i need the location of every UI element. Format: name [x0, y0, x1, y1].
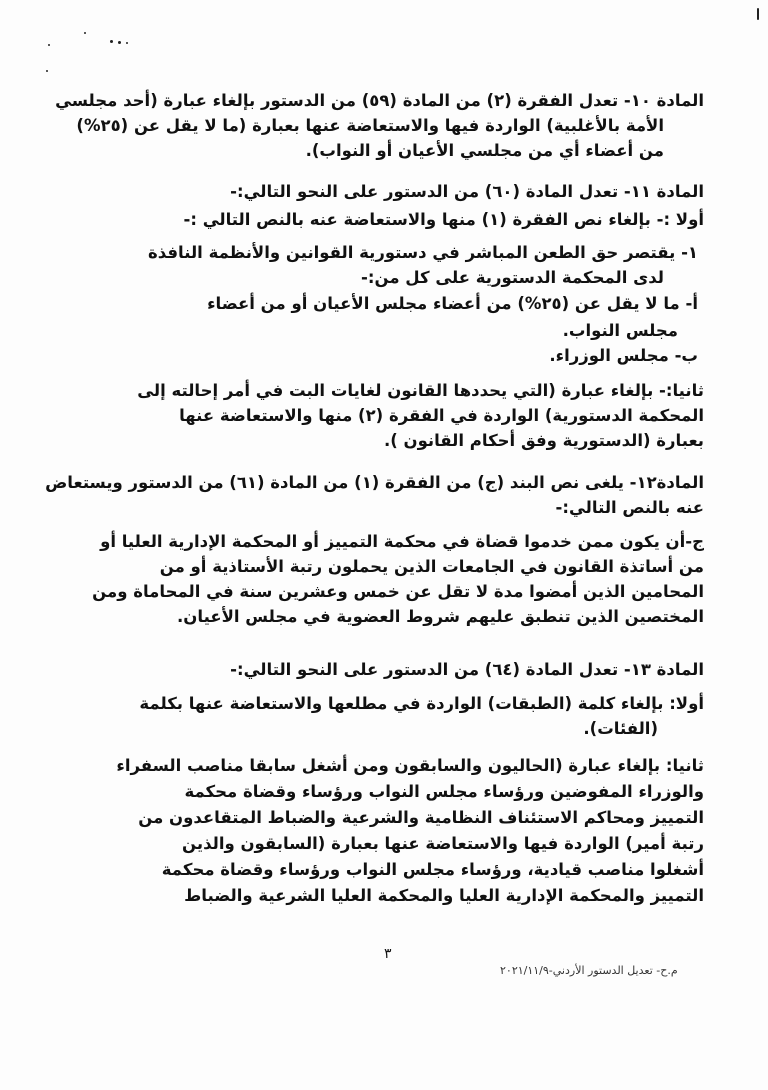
article-13-second-line-6: التمييز والمحكمة الإدارية العليا والمحكمة العليا الشرعية والضباط: [184, 886, 704, 905]
article-10-line-3: من أعضاء أي من مجلسي الأعيان أو النواب).: [305, 141, 664, 160]
article-13-second-line-3: التمييز ومحاكم الاستئناف النظامية والشرعية والضباط المتقاعدون من: [138, 808, 704, 827]
scan-speck: [118, 41, 121, 44]
article-13-second-line-1: ثانيا: بإلغاء عبارة (الحاليون والسابقون ومن أشغل سابقا مناصب السفراء: [116, 756, 704, 775]
scan-speck: [126, 42, 128, 44]
article-13-second-line-2: والوزراء المفوضين ورؤساء مجلس النواب ورؤساء وقضاة محكمة: [184, 782, 704, 801]
article-11-second-line-2: المحكمة الدستورية) الواردة في الفقرة (٢) منها والاستعاضة عنها: [179, 406, 704, 425]
article-11-clause-1-line-2: لدى المحكمة الدستورية على كل من:-: [361, 268, 664, 287]
article-13-second-line-5: أشغلوا مناصب قيادية، ورؤساء مجلس النواب ورؤساء وقضاة محكمة: [161, 860, 704, 879]
article-10-line-1: المادة ١٠- تعدل الفقرة (٢) من المادة (٥٩) من الدستور بإلغاء عبارة (أحد مجلسي: [55, 91, 704, 110]
article-10-line-2: الأمة بالأغلبية) الواردة فيها والاستعاضة عنها بعبارة (ما لا يقل عن (٢٥%): [76, 116, 664, 135]
scan-speck: [110, 40, 113, 43]
article-12-clause-c-line-4: المختصين الذين تنطبق عليهم شروط العضوية في مجلس الأعيان.: [177, 607, 704, 626]
article-12-clause-c-line-3: المحامين الذين أمضوا مدة لا تقل عن خمس وعشرين سنة في المحاماة ومن: [92, 582, 704, 601]
article-11-heading: المادة ١١- تعدل المادة (٦٠) من الدستور على النحو التالي:-: [230, 182, 704, 201]
article-12-clause-c-line-1: ج-أن يكون ممن خدموا قضاة في محكمة التمييز أو المحكمة الإدارية العليا أو: [100, 532, 704, 551]
article-11-first: أولا :- بإلغاء نص الفقرة (١) منها والاستعاضة عنه بالنص التالي :-: [183, 210, 704, 229]
scan-speck: [46, 70, 48, 72]
article-13-first-line-1: أولا: بإلغاء كلمة (الطبقات) الواردة في مطلعها والاستعاضة عنها بكلمة: [139, 694, 704, 713]
article-11-item-a-line-2: مجلس النواب.: [562, 321, 678, 340]
article-13-heading: المادة ١٣- تعدل المادة (٦٤) من الدستور على النحو التالي:-: [230, 660, 704, 679]
article-11-second-line-1: ثانيا:- بإلغاء عبارة (التي يحددها القانون لغايات البت في أمر إحالته إلى: [137, 381, 704, 400]
page-number: ٣: [384, 946, 392, 962]
article-11-item-b: ب- مجلس الوزراء.: [549, 346, 698, 365]
scan-speck: [84, 32, 86, 34]
article-13-first-line-2: (الفئات).: [583, 719, 658, 738]
scan-speck: [757, 8, 759, 20]
article-12-line-2: عنه بالنص التالي:-: [555, 498, 704, 517]
scan-speck: [48, 44, 50, 46]
article-12-clause-c-line-2: من أساتذة القانون في الجامعات الذين يحملون رتبة الأستاذية أو من: [159, 557, 704, 576]
article-12-line-1: المادة١٢- يلغى نص البند (ج) من الفقرة (١) من المادة (٦١) من الدستور ويستعاض: [45, 473, 704, 492]
article-11-item-a-line-1: أ- ما لا يقل عن (٢٥%) من أعضاء مجلس الأعيان أو من أعضاء: [207, 294, 698, 313]
article-11-second-line-3: بعبارة (الدستورية وفق أحكام القانون ).: [383, 431, 704, 450]
footer-reference: م.ح- تعديل الدستور الأردني-٢٠٢١/١١/٩: [500, 964, 678, 977]
article-11-clause-1-line-1: ١- يقتصر حق الطعن المباشر في دستورية القوانين والأنظمة النافذة: [147, 243, 698, 262]
article-13-second-line-4: رتبة أمير) الواردة فيها والاستعاضة عنها بعبارة (السابقون والذين: [182, 834, 704, 853]
